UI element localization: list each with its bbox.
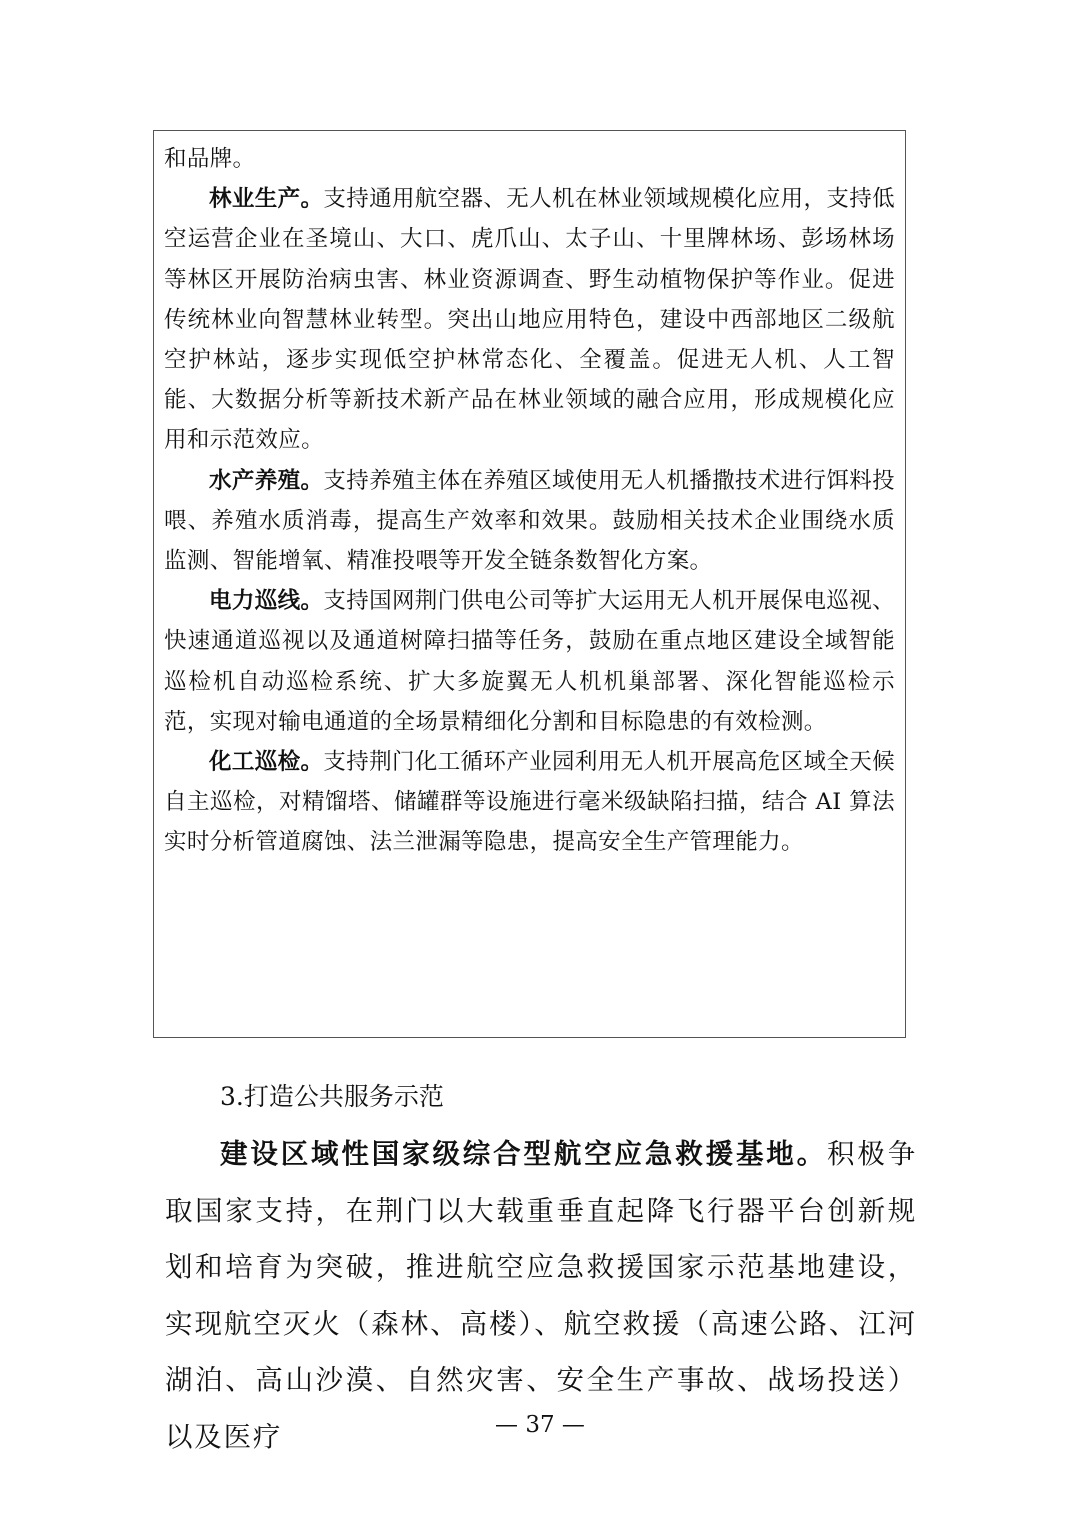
paragraph-chemical [164,742,895,863]
paragraph-lead: 电力巡线。 [209,588,324,615]
paragraph-body: 支持荆门化工循环产业园利用无人机开展高危区域全天候自主巡检，对精馏塔、储罐群等设施进行毫米级缺陷扫描，结合 AI 算法实时分析管道腐蚀、法兰泄漏等隐患，提高安全生产管理能力。 [164,749,895,856]
main-paragraph-body: 积极争取国家支持，在荆门以大载重垂直起降飞行器平台创新规划和培育为突破，推进航空应急救援国家示范基地建设，实现航空灭火（森林、高楼）、航空救援（高速公路、江河湖泊、高山沙漠、自然灾害、安全生产事故、战场投送）以及医疗 [165,1138,917,1453]
paragraph-power-line [164,581,895,742]
paragraph-body: 支持通用航空器、无人机在林业领域规模化应用，支持低空运营企业在圣境山、大口、虎爪山、太子山、十里牌林场、彭场林场等林区开展防治病虫害、林业资源调查、野生动植物保护等作业。促进传统林业向智慧林业转型。突出山地应用特色，建设中西部地区二级航空护林站，逐步实现低空护林常态化、全覆盖。促进无人机、人工智能、大数据分析等新技术新产品在林业领域的融合应用，形成规模化应用和示范效应。 [164,186,895,454]
boxed-text-panel [153,130,906,1038]
paragraph-body: 支持国网荆门供电公司等扩大运用无人机开展保电巡视、快速通道巡视以及通道树障扫描等任务，鼓励在重点地区建设全域智能巡检机自动巡检系统、扩大多旋翼无人机机巢部署、深化智能巡检示范，实现对输电通道的全场景精细化分割和目标隐患的有效检测。 [164,588,895,735]
page-number: — 37 — [495,1412,585,1438]
main-paragraph-lead: 建设区域性国家级综合型航空应急救援基地。 [220,1138,827,1170]
paragraph-lead: 化工巡检。 [209,749,324,776]
paragraph-body: 支持养殖主体在养殖区域使用无人机播撒技术进行饵料投喂、养殖水质消毒，提高生产效率和效果。鼓励相关技术企业围绕水质监测、智能增氧、精准投喂等开发全链条数智化方案。 [164,467,895,575]
paragraph-lead: 林业生产。 [209,186,324,213]
continuation-text: 和品牌。 [164,146,256,172]
paragraph-lead: 水产养殖。 [209,467,324,494]
section-title: 3.打造公共服务示范 [220,1082,444,1111]
paragraph-forestry [164,179,895,460]
paragraph-aquaculture [164,461,895,582]
